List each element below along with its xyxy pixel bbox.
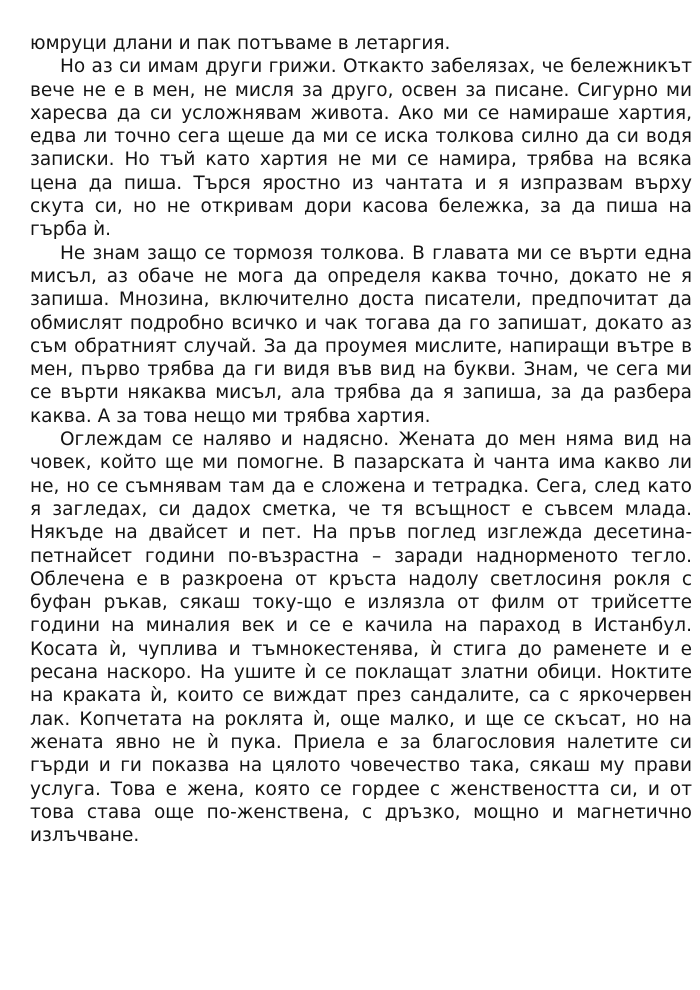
paragraph-continued: юмруци длани и пак потъваме в летаргия. — [30, 33, 451, 54]
paragraph: Не знам защо се тормозя толкова. В главата ми се върти една мисъл, аз обаче не мога да определя каква точно, докато не я запиша. Мнозина, включително доста писатели, предпочитат да обмислят подробно всичко и чак тогава да го запишат, докато аз съм обратният случай. За да проумея мислите, напиращи вътре в мен, първо трябва да ги видя във вид на букви. Знам, че сега ми се върти някаква мисъл, ала трябва да я запиша, за да разбера каква. А за това нещо ми трябва хартия. — [30, 242, 692, 427]
paragraph: Но аз си имам други грижи. Откакто забелязах, че бележникът вече не е в мен, не мисля за друго, освен за писане. Сигурно ми харесва да си усложнявам живота. Ако ми се намираше хартия, едва ли точно сега щеше да ми се иска толкова силно да си водя записки. Но тъй като хартия не ми се намира, трябва на всяка цена да пиша. Търся яростно из чантата и я изпразвам върху скута си, но не откривам дори касова бележка, за да пиша на гърба ѝ. — [30, 56, 692, 241]
body-text — [30, 32, 692, 847]
paragraph: Оглеждам се наляво и надясно. Жената до мен няма вид на човек, който ще ми помогне. В пазарската ѝ чанта има какво ли не, но се съмнявам там да е сложена и тетрадка. Сега, след като я загледах, си дадох сметка, че тя всъщност е съвсем млада. Някъде на двайсет и пет. На пръв поглед изглежда десетина-петнайсет години по-възрастна – заради наднорменото тегло. Облечена е в разкроена от кръста надолу светлосиня рокля с буфан ръкав, сякаш току-що е излязла от филм от трийсетте години на миналия век и се е качила на параход в Истанбул. Косата ѝ, чуплива и тъмнокестенява, ѝ стига до раменете и е ресана наскоро. На ушите ѝ се поклащат златни обици. Ноктите на краката ѝ, които се виждат през сандалите, са с яркочервен лак. Копчетата на роклята ѝ, още малко, и ще се скъсат, но на жената явно не ѝ пука. Приела е за благословия налетите си гърди и ги показва на цялото човечество така, сякаш му прави услуга. Това е жена, която се гордее с женствеността си, и от това става още по-женствена, с дръзко, мощно и магнетично излъчване. — [30, 429, 692, 847]
